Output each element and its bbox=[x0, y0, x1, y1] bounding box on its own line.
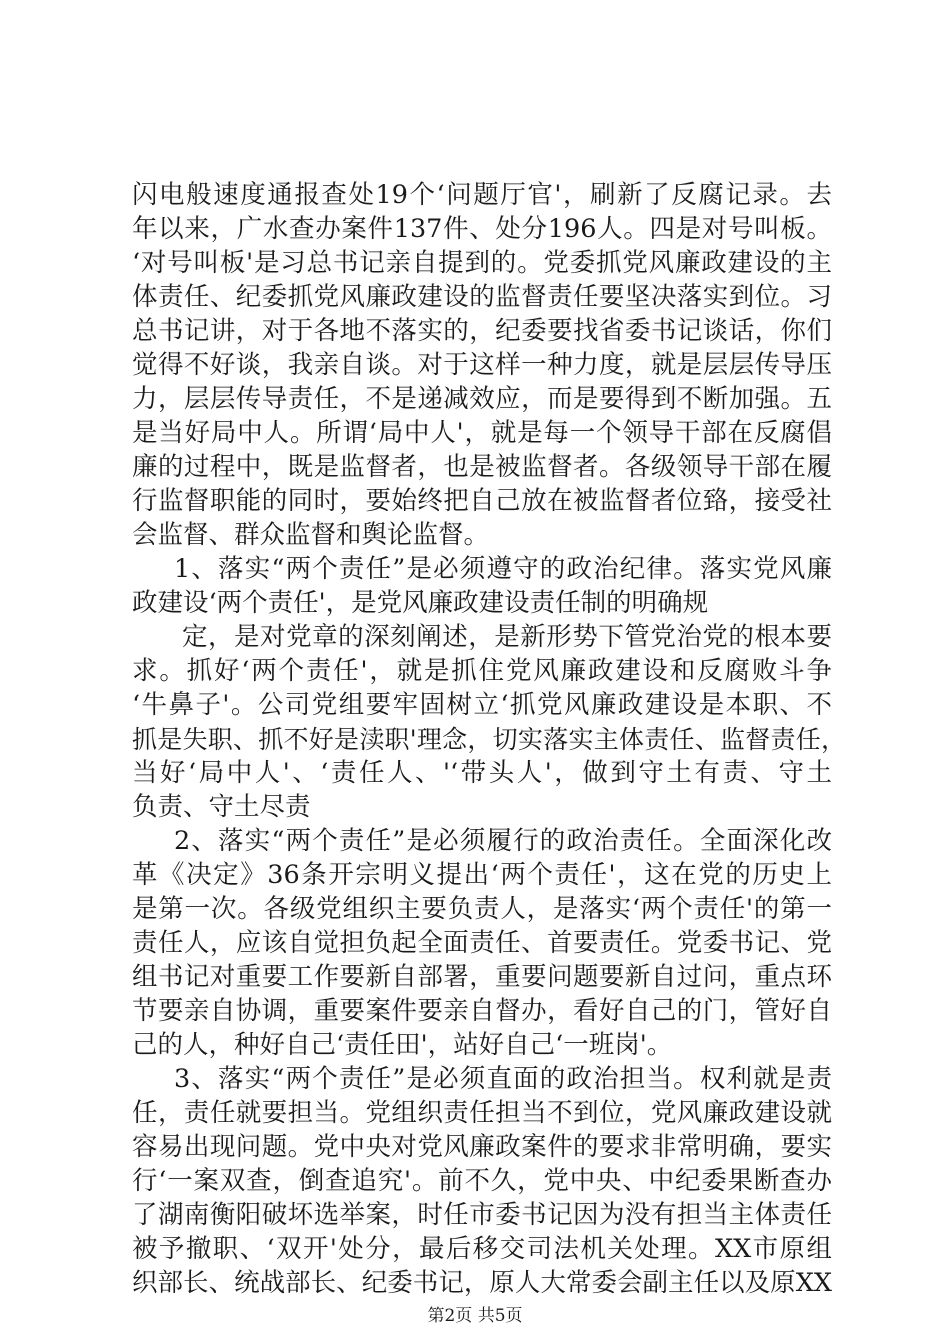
text-line: 任，责任就要担当。党组织责任担当不到位，党风廉政建设就 bbox=[132, 1098, 832, 1128]
text-line: ‘牛鼻子'。公司党组要牢固树立‘抓党风廉政建设是本职、不 bbox=[132, 690, 832, 720]
text-line: 织部长、统战部长、纪委书记，原人大常委会副主任以及原XX bbox=[132, 1268, 832, 1298]
text-line: 当好‘局中人'、‘责任人、'‘带头人'，做到守土有责、守土 bbox=[132, 758, 832, 788]
text-line: 抓是失职、抓不好是渎职'理念，切实落实主体责任、监督责任， bbox=[132, 725, 846, 754]
text-line: 容易出现问题。党中央对党风廉政案件的要求非常明确，要实 bbox=[132, 1132, 832, 1162]
text-line: 被予撤职、‘双开'处分，最后移交司法机关处理。XX市原组 bbox=[132, 1234, 832, 1264]
text-line: 觉得不好谈，我亲自谈。对于这样一种力度，就是层层传导压 bbox=[132, 350, 832, 380]
text-line: ‘对号叫板'是习总书记亲自提到的。党委抓党风廉政建设的主 bbox=[132, 248, 832, 278]
text-line: 革《决定》36条开宗明义提出‘两个责任'，这在党的历史上 bbox=[132, 860, 832, 890]
text-line: 了湖南衡阳破坏选举案，时任市委书记因为没有担当主体责任 bbox=[132, 1200, 832, 1230]
text-line: 政建设‘两个责任'，是党风廉政建设责任制的明确规 bbox=[132, 588, 709, 618]
text-line: 己的人，种好自己‘责任田'，站好自己‘一班岗'。 bbox=[132, 1030, 673, 1060]
text-line: 会监督、群众监督和舆论监督。 bbox=[132, 520, 490, 550]
text-line: 定，是对党章的深刻阐述，是新形势下管党治党的根本要 bbox=[182, 622, 832, 652]
text-line: 是第一次。各级党组织主要负责人，是落实‘两个责任'的第一 bbox=[132, 894, 832, 924]
text-line: 负责、守土尽责 bbox=[132, 792, 311, 822]
text-line: 责任人，应该自觉担负起全面责任、首要责任。党委书记、党 bbox=[132, 928, 832, 958]
text-line: 体责任、纪委抓党风廉政建设的监督责任要坚决落实到位。习 bbox=[132, 282, 832, 312]
text-line: 闪电般速度通报查处19个‘问题厅官'，刷新了反腐记录。去 bbox=[132, 180, 832, 210]
text-line: 2、落实“两个责任”是必须履行的政治责任。全面深化改 bbox=[174, 826, 832, 856]
text-line: 求。抓好‘两个责任'，就是抓住党风廉政建设和反腐败斗争 bbox=[132, 656, 832, 686]
text-line: 廉的过程中，既是监督者，也是被监督者。各级领导干部在履 bbox=[132, 452, 832, 482]
page-footer: 第2页 共5页 bbox=[427, 1306, 523, 1326]
text-line: 总书记讲，对于各地不落实的，纪委要找省委书记谈话，你们 bbox=[132, 316, 832, 346]
text-line: 行监督职能的同时，要始终把自己放在被监督者位臵，接受社 bbox=[132, 486, 832, 516]
text-line: 是当好局中人。所谓‘局中人'，就是每一个领导干部在反腐倡 bbox=[132, 418, 832, 448]
text-line: 行‘一案双查，倒查追究'。前不久，党中央、中纪委果断查办 bbox=[132, 1166, 832, 1196]
text-line: 3、落实“两个责任”是必须直面的政治担当。权利就是责 bbox=[174, 1064, 832, 1094]
text-line: 年以来，广水查办案件137件、处分196人。四是对号叫板。 bbox=[132, 214, 832, 244]
text-line: 力，层层传导责任，不是递减效应，而是要得到不断加强。五 bbox=[132, 384, 832, 414]
text-line: 组书记对重要工作要新自部署，重要问题要新自过问，重点环 bbox=[132, 962, 832, 992]
text-line: 1、落实“两个责任”是必须遵守的政治纪律。落实党风廉 bbox=[174, 554, 832, 584]
text-line: 节要亲自协调，重要案件要亲自督办，看好自己的门，管好自 bbox=[132, 996, 832, 1026]
